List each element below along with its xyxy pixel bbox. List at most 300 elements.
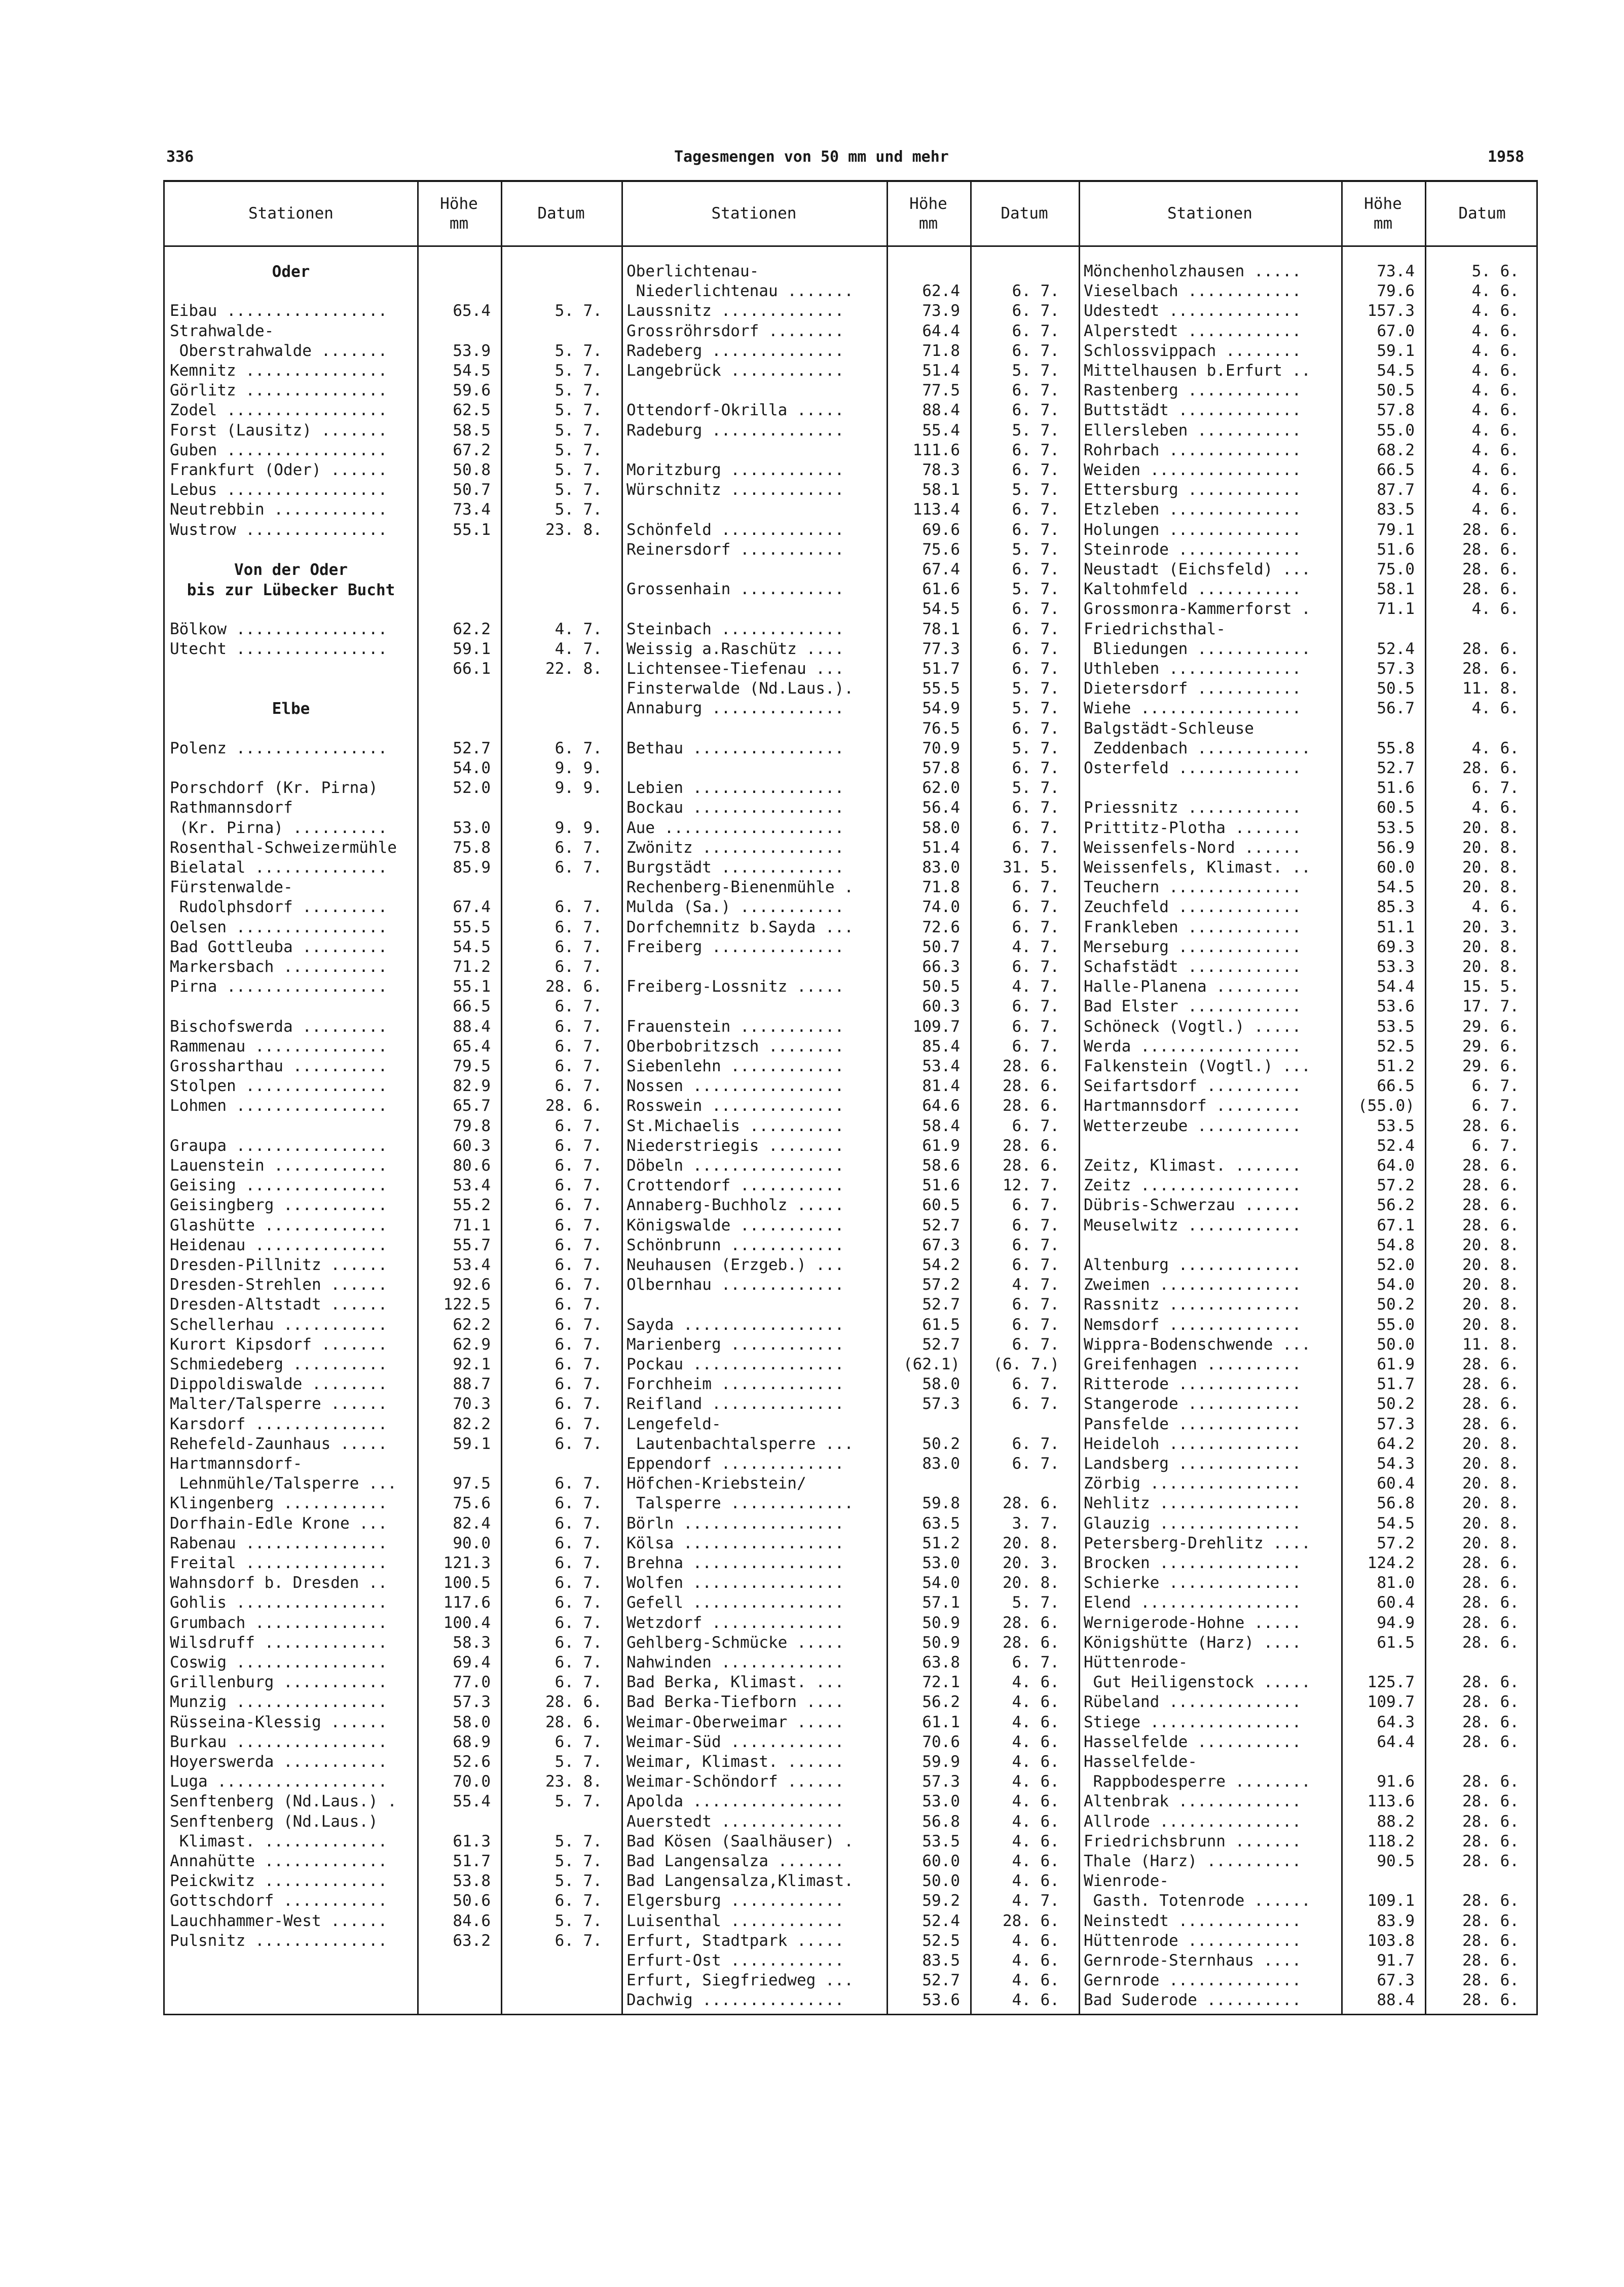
height-value: 53.6 (1377, 997, 1415, 1016)
date-value: 6. 7. (1012, 660, 1059, 678)
station-name: Karsdorf .............. (170, 1414, 388, 1433)
table-row (165, 1812, 1539, 1832)
table-row (165, 858, 1539, 878)
date-value: 5. 6. (1471, 262, 1519, 280)
date-value: 4. 6. (1012, 1931, 1059, 1950)
height-value: 124.2 (1367, 1554, 1415, 1572)
height-value: 65.7 (453, 1097, 491, 1115)
date-value: 4. 6. (1012, 1832, 1059, 1850)
date-value: 6. 7. (555, 1136, 602, 1155)
table-row (165, 1136, 1539, 1156)
height-value: 55.7 (453, 1236, 491, 1254)
height-value: 63.5 (922, 1514, 960, 1533)
date-value: 28. 6. (545, 1097, 602, 1115)
table-row (165, 1116, 1539, 1136)
date-value: 4. 6. (1471, 321, 1519, 340)
date-value: 4. 6. (1471, 381, 1519, 400)
table-row (165, 679, 1539, 699)
table-row (165, 1911, 1539, 1931)
station-name: Oberlichtenau- (626, 262, 759, 280)
height-value: 61.1 (922, 1713, 960, 1731)
date-value: 6. 7. (555, 1633, 602, 1652)
date-value: 4. 7. (1012, 1892, 1059, 1910)
date-value: 31. 5. (1003, 858, 1059, 877)
station-name: Dübris-Schwerzau ...... (1084, 1196, 1302, 1215)
date-value: 6. 7. (1012, 302, 1059, 320)
station-name: Udestedt .............. (1084, 302, 1302, 320)
station-name: Rassnitz .............. (1084, 1295, 1302, 1314)
height-value: 56.2 (1377, 1196, 1415, 1215)
height-value: 58.1 (922, 481, 960, 499)
station-name: Dorfhain-Edle Krone ... (170, 1514, 388, 1533)
height-value: 56.8 (922, 1812, 960, 1831)
station-name: Greifenhagen .......... (1084, 1355, 1302, 1373)
station-name: Aue ................... (626, 818, 844, 837)
table-row (165, 818, 1539, 838)
height-value: 60.3 (453, 1136, 491, 1155)
height-value: 50.6 (453, 1892, 491, 1910)
height-value: 50.0 (922, 1872, 960, 1891)
height-value: 56.7 (1377, 699, 1415, 718)
table-row (165, 699, 1539, 718)
station-name: Etzleben .............. (1084, 500, 1302, 519)
date-value: 6. 7. (555, 1494, 602, 1513)
height-value: 70.9 (922, 739, 960, 757)
date-value: 4. 6. (1471, 282, 1519, 301)
date-value: 5. 7. (1012, 699, 1059, 718)
date-value: 4. 6. (1012, 1812, 1059, 1831)
height-value: 61.6 (922, 580, 960, 599)
station-name: Elgersburg ............ (626, 1892, 844, 1910)
height-value: 54.5 (1377, 878, 1415, 897)
date-value: 20. 8. (1462, 838, 1519, 857)
station-name: Olbernhau ............. (626, 1276, 844, 1294)
date-value: 6. 7. (1012, 282, 1059, 301)
page-title: Tagesmengen von 50 mm und mehr (674, 148, 949, 166)
station-name: Bad Kösen (Saalhäuser) . (626, 1832, 854, 1850)
height-value: 57.8 (922, 759, 960, 777)
height-value: 50.5 (1377, 381, 1415, 400)
height-value: 52.7 (922, 1971, 960, 1990)
station-name: Schierke .............. (1084, 1574, 1302, 1592)
date-value: 4. 6. (1471, 361, 1519, 380)
height-value: 54.0 (453, 759, 491, 777)
date-value: 5. 7. (555, 1832, 602, 1850)
station-name: Wiehe ................. (1084, 699, 1302, 718)
height-value: 62.2 (453, 620, 491, 638)
station-name: Höfchen-Kriebstein/ (626, 1474, 806, 1493)
height-value: 63.2 (453, 1931, 491, 1950)
station-name: Erfurt, Stadtpark ..... (626, 1931, 844, 1950)
table-row (165, 798, 1539, 818)
date-value: 6. 7. (555, 1077, 602, 1096)
table-row (165, 1931, 1539, 1951)
height-value: 75.6 (922, 540, 960, 559)
date-value: 5. 7. (555, 401, 602, 420)
table-row (165, 1236, 1539, 1255)
height-value: 59.1 (453, 639, 491, 658)
station-name: Lengefeld- (626, 1414, 721, 1433)
station-name: Neutrebbin ............ (170, 500, 388, 519)
station-name: Schönfeld ............. (626, 520, 844, 539)
height-value: 50.8 (453, 461, 491, 479)
height-value: 83.0 (922, 858, 960, 877)
station-name: Markersbach ........... (170, 958, 388, 976)
height-value: 77.0 (453, 1673, 491, 1692)
station-name: Dachwig ............... (626, 1991, 844, 2010)
station-name: Wolfen ................ (626, 1574, 844, 1592)
height-value: 54.0 (1377, 1276, 1415, 1294)
date-value: 4. 6. (1012, 1713, 1059, 1731)
table-row (165, 1096, 1539, 1116)
station-name: Finsterwalde (Nd.Laus.). (626, 679, 854, 698)
table-row (165, 560, 1539, 579)
station-name: Rabenau ............... (170, 1534, 388, 1552)
height-value: 83.9 (1377, 1911, 1415, 1930)
date-value: 6. 7. (555, 1295, 602, 1314)
station-name: Neinstedt ............. (1084, 1911, 1302, 1930)
height-value: 76.5 (922, 719, 960, 738)
height-value: 64.4 (922, 321, 960, 340)
station-name: Steinbach ............. (626, 620, 844, 638)
header-date-3: Datum (1458, 204, 1506, 223)
station-name: Bethau ................ (626, 739, 844, 757)
station-name: Ettersburg ............ (1084, 481, 1302, 499)
station-name: Weimar-Schöndorf ...... (626, 1772, 844, 1791)
station-name: Nemsdorf .............. (1084, 1315, 1302, 1334)
date-value: 6. 7. (1012, 1116, 1059, 1135)
table-row (165, 1037, 1539, 1057)
station-name: Klingenberg ........... (170, 1494, 388, 1513)
station-name: Rohrbach .............. (1084, 441, 1302, 459)
date-value: 6. 7. (1012, 401, 1059, 420)
date-value: 5. 7. (555, 302, 602, 320)
date-value: 5. 7. (555, 421, 602, 440)
date-value: 4. 6. (1471, 600, 1519, 619)
height-value: 60.3 (922, 997, 960, 1016)
height-value: 67.4 (922, 560, 960, 578)
date-value: 6. 7. (555, 1196, 602, 1215)
date-value: 6. 7. (555, 858, 602, 877)
height-value: 62.2 (453, 1315, 491, 1334)
station-name: Annaberg-Buchholz ..... (626, 1196, 844, 1215)
height-value: 109.7 (1367, 1693, 1415, 1712)
height-value: 75.8 (453, 838, 491, 857)
height-value: 83.5 (1377, 500, 1415, 519)
station-name: Weimar-Süd ............ (626, 1732, 844, 1751)
date-value: 6. 7. (1012, 520, 1059, 539)
date-value: 20. 8. (1462, 858, 1519, 877)
height-value: 60.5 (1377, 798, 1415, 817)
header-height-3: Höhe mm (1364, 194, 1402, 233)
table-row (165, 341, 1539, 361)
height-value: (62.1) (903, 1355, 960, 1373)
station-name: Ottendorf-Okrilla ..... (626, 401, 844, 420)
table-row (165, 262, 1539, 281)
table-row (165, 878, 1539, 897)
date-value: 5. 7. (1012, 679, 1059, 698)
height-value: 52.4 (1377, 1136, 1415, 1155)
height-value: 71.8 (922, 878, 960, 897)
height-value: 52.5 (1377, 1037, 1415, 1056)
date-value: 6. 7. (555, 1931, 602, 1950)
date-value: 5. 7. (555, 481, 602, 499)
height-value: 71.1 (453, 1216, 491, 1235)
station-name: Würschnitz ............ (626, 481, 844, 499)
table-row (165, 1772, 1539, 1792)
station-name: Weimar-Oberweimar ..... (626, 1713, 844, 1731)
height-value: 55.1 (453, 520, 491, 539)
height-value: 53.5 (922, 1832, 960, 1850)
table-row (165, 957, 1539, 977)
date-value: 6. 7. (555, 1315, 602, 1334)
height-value: 85.4 (922, 1037, 960, 1056)
station-name: Erfurt, Siegfriedweg ... (626, 1971, 854, 1990)
date-value: 6. 7. (555, 1037, 602, 1056)
height-value: 79.8 (453, 1116, 491, 1135)
height-value: 79.6 (1377, 282, 1415, 301)
date-value: 6. 7. (555, 997, 602, 1016)
date-value: 4. 6. (1012, 1872, 1059, 1891)
date-value: 20. 8. (1462, 1276, 1519, 1294)
table-row (165, 1732, 1539, 1752)
table-row (165, 1315, 1539, 1335)
date-value: 6. 7. (1012, 838, 1059, 857)
height-value: 92.1 (453, 1355, 491, 1373)
date-value: 6. 7. (555, 1395, 602, 1413)
height-value: 109.7 (912, 1017, 960, 1036)
date-value: 28. 6. (1462, 660, 1519, 678)
height-value: 61.9 (922, 1136, 960, 1155)
height-value: 57.3 (1377, 660, 1415, 678)
station-name: Wienrode- (1084, 1872, 1169, 1891)
table-row (165, 1355, 1539, 1374)
height-value: 60.4 (1377, 1474, 1415, 1493)
height-value: 77.3 (922, 639, 960, 658)
table-row (165, 838, 1539, 858)
table-row (165, 1990, 1539, 2010)
station-name: Guben ................. (170, 441, 388, 459)
date-value: 28. 6. (1462, 1116, 1519, 1135)
height-value: 60.0 (1377, 858, 1415, 877)
station-name: Gut Heiligenstock ..... (1084, 1673, 1311, 1692)
height-value: 54.5 (453, 937, 491, 956)
height-value: 54.5 (453, 361, 491, 380)
station-name: Malter/Talsperre ...... (170, 1395, 388, 1413)
station-name: Reinersdorf ........... (626, 540, 844, 559)
station-name: Schellerhau ........... (170, 1315, 388, 1334)
table-row (165, 1076, 1539, 1096)
date-value: 20. 8. (1462, 1494, 1519, 1513)
station-name: Niederstriegis ........ (626, 1136, 844, 1155)
height-value: 66.5 (1377, 1077, 1415, 1096)
date-value: 28. 6. (1462, 1911, 1519, 1930)
height-value: 70.0 (453, 1772, 491, 1791)
table-row (165, 599, 1539, 619)
date-value: 6. 7. (555, 1673, 602, 1692)
station-name: Prittitz-Plotha ....... (1084, 818, 1302, 837)
station-name: Börln ................. (626, 1514, 844, 1533)
height-value: 74.0 (922, 898, 960, 917)
station-name: Falkenstein (Vogtl.) ... (1084, 1057, 1311, 1075)
table-row (165, 1057, 1539, 1076)
station-name: Zeitz, Klimast. ....... (1084, 1156, 1302, 1175)
station-name: Lautenbachtalsperre ... (626, 1434, 854, 1453)
station-name: Freital ............... (170, 1554, 388, 1572)
table-row (165, 1752, 1539, 1772)
station-name: Nehlitz ............... (1084, 1494, 1302, 1513)
date-value: 28. 6. (1462, 1593, 1519, 1612)
date-value: 28. 6. (1462, 1633, 1519, 1652)
station-name: Hartmannsdorf ......... (1084, 1097, 1302, 1115)
date-value: 6. 7. (1012, 381, 1059, 400)
station-name: Teuchern .............. (1084, 878, 1302, 897)
height-value: 50.2 (1377, 1295, 1415, 1314)
station-name: Lebus ................. (170, 481, 388, 499)
height-value: 58.4 (922, 1116, 960, 1135)
height-value: 67.0 (1377, 321, 1415, 340)
height-value: (55.0) (1358, 1097, 1415, 1115)
date-value: 6. 7. (555, 958, 602, 976)
table-row (165, 1633, 1539, 1653)
height-value: 64.3 (1377, 1713, 1415, 1731)
height-value: 82.9 (453, 1077, 491, 1096)
date-value: 28. 6. (1462, 580, 1519, 599)
date-value: 28. 6. (545, 1713, 602, 1731)
station-name: Wilsdruff ............. (170, 1633, 388, 1652)
section-heading: Oder (272, 263, 310, 281)
station-name: Rosswein .............. (626, 1097, 844, 1115)
station-name: Friedrichsthal- (1084, 620, 1226, 638)
height-value: 53.0 (922, 1792, 960, 1811)
date-value: 20. 8. (1462, 1236, 1519, 1254)
station-name: Bockau ................ (626, 798, 844, 817)
height-value: 55.8 (1377, 739, 1415, 757)
date-value: 5. 7. (1012, 540, 1059, 559)
station-name: Kölsa ................. (626, 1534, 844, 1552)
height-value: 84.6 (453, 1911, 491, 1930)
height-value: 51.7 (922, 660, 960, 678)
date-value: 5. 7. (555, 1753, 602, 1771)
station-name: Dorfchemnitz b.Sayda ... (626, 918, 854, 936)
date-value: 6. 7. (1012, 1017, 1059, 1036)
date-value: 28. 6. (1462, 1693, 1519, 1712)
height-value: 62.0 (922, 779, 960, 797)
date-value: 6. 7. (1012, 1395, 1059, 1413)
station-name: Wetterzeube ........... (1084, 1116, 1302, 1135)
date-value: 4. 6. (1471, 699, 1519, 718)
station-name: Wahnsdorf b. Dresden .. (170, 1574, 388, 1592)
date-value: 28. 6. (1462, 1574, 1519, 1592)
station-name: Allrode ............... (1084, 1812, 1302, 1831)
date-value: 4. 6. (1471, 421, 1519, 440)
table-row (165, 1613, 1539, 1633)
height-value: 57.2 (1377, 1176, 1415, 1195)
station-name: Gohlis ................ (170, 1593, 388, 1612)
station-name: Schmiedeberg .......... (170, 1355, 388, 1373)
station-name: Rastenberg ............ (1084, 381, 1302, 400)
date-value: 6. 7. (555, 1732, 602, 1751)
height-value: 100.4 (443, 1613, 491, 1632)
date-value: 15. 5. (1462, 977, 1519, 996)
date-value: 5. 7. (555, 461, 602, 479)
station-name: Buttstädt ............. (1084, 401, 1302, 420)
height-value: 60.4 (1377, 1593, 1415, 1612)
date-value: 6. 7. (1012, 560, 1059, 578)
date-value: 5. 7. (1012, 481, 1059, 499)
height-value: 60.0 (922, 1852, 960, 1870)
height-value: 72.1 (922, 1673, 960, 1692)
date-value: 6. 7. (1012, 461, 1059, 479)
date-value: 28. 6. (1462, 1732, 1519, 1751)
height-value: 66.1 (453, 660, 491, 678)
table-row (165, 1156, 1539, 1176)
table-row (165, 381, 1539, 401)
station-name: Burgstädt ............. (626, 858, 844, 877)
station-name: Steinrode ............. (1084, 540, 1302, 559)
date-value: 6. 7. (1012, 1335, 1059, 1354)
height-value: 79.1 (1377, 520, 1415, 539)
height-value: 51.1 (1377, 918, 1415, 936)
height-value: 53.5 (1377, 818, 1415, 837)
date-value: 23. 8. (545, 1772, 602, 1791)
date-value: 4. 7. (1012, 1276, 1059, 1294)
height-value: 90.0 (453, 1534, 491, 1552)
table-row (165, 1951, 1539, 1971)
date-value: 28. 6. (1462, 1196, 1519, 1215)
date-value: 6. 7. (555, 1892, 602, 1910)
date-value: 6. 7. (1012, 878, 1059, 897)
date-value: 6. 7. (1012, 759, 1059, 777)
date-value: 5. 7. (555, 381, 602, 400)
height-value: 69.4 (453, 1653, 491, 1672)
station-name: Geising ............... (170, 1176, 388, 1195)
station-name: Eibau ................. (170, 302, 388, 320)
station-name: Altenburg ............. (1084, 1256, 1302, 1274)
station-name: Heidenau .............. (170, 1236, 388, 1254)
date-value: 6. 7. (1012, 639, 1059, 658)
date-value: 28. 6. (1462, 1772, 1519, 1791)
height-value: 85.9 (453, 858, 491, 877)
height-value: 94.9 (1377, 1613, 1415, 1632)
table-row (165, 778, 1539, 798)
date-value: 20. 8. (1462, 1434, 1519, 1453)
date-value: 6. 7. (555, 898, 602, 917)
height-value: 67.3 (1377, 1971, 1415, 1990)
station-name: Luisenthal ............ (626, 1911, 844, 1930)
station-name: Crottendorf ........... (626, 1176, 844, 1195)
height-value: 54.2 (922, 1256, 960, 1274)
station-name: Marienberg ............ (626, 1335, 844, 1354)
station-name: Bad Suderode .......... (1084, 1991, 1302, 2010)
height-value: 56.2 (922, 1693, 960, 1712)
date-value: 28. 6. (1462, 1812, 1519, 1831)
height-value: 88.4 (922, 401, 960, 420)
height-value: 52.4 (922, 1911, 960, 1930)
height-value: 57.3 (1377, 1414, 1415, 1433)
precipitation-table (163, 180, 1538, 2015)
station-name: Bad Berka, Klimast. ... (626, 1673, 844, 1692)
height-value: 77.5 (922, 381, 960, 400)
height-value: 91.7 (1377, 1951, 1415, 1970)
table-row (165, 1374, 1539, 1394)
date-value: 4. 6. (1471, 500, 1519, 519)
station-name: Sayda ................. (626, 1315, 844, 1334)
date-value: 6. 7. (555, 1276, 602, 1294)
date-value: 6. 7. (555, 739, 602, 757)
date-value: 20. 8. (1003, 1534, 1059, 1552)
date-value: 28. 6. (1462, 1414, 1519, 1433)
